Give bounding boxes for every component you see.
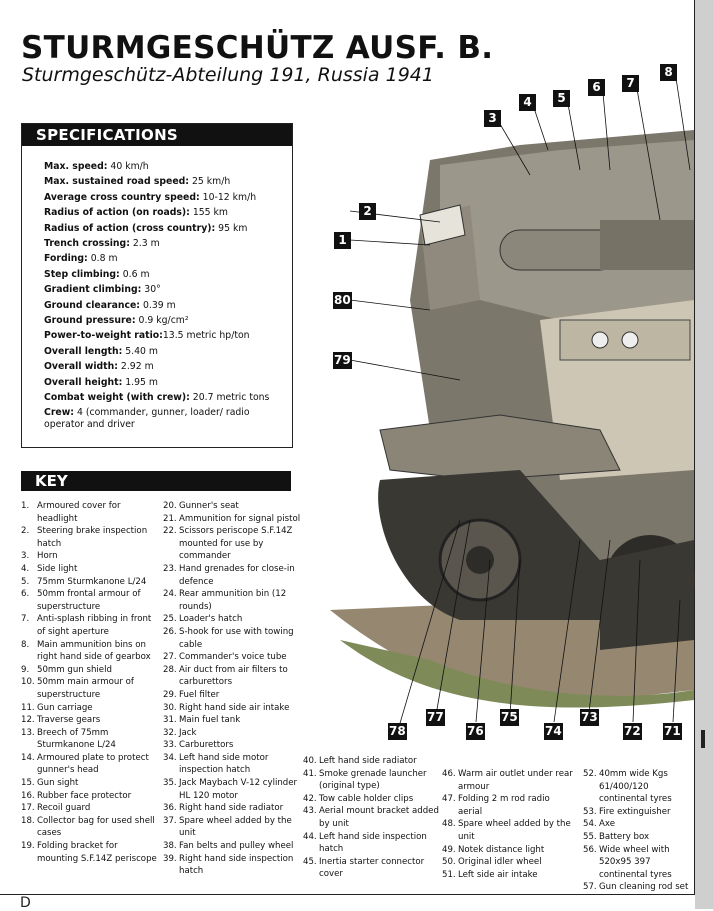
key-item-text: Warm air outlet under rear armour [458, 769, 573, 792]
key-item-text: Main ammunition bins on right hand side of gearbox [37, 639, 151, 663]
key-item-text: Right hand side inspection hatch [179, 853, 294, 877]
key-item-text: Main fuel tank [179, 715, 241, 726]
key-item [303, 768, 439, 793]
key-item-text: Spare wheel added by the unit [458, 819, 571, 842]
callout-78: 78 [389, 724, 406, 738]
spec-row [44, 313, 292, 328]
key-item [21, 664, 161, 677]
key-item-text: Steering brake inspection hatch [37, 526, 148, 549]
key-item [163, 752, 301, 777]
key-item-number: 27. [163, 652, 177, 663]
key-item-text: Battery box [599, 831, 650, 842]
key-item-text: Axe [599, 819, 615, 830]
key-item-number: 57. [583, 882, 597, 893]
spec-value: 2.3 m [129, 238, 160, 250]
spec-row [44, 328, 292, 343]
key-item-number: 30. [163, 702, 177, 713]
callout-77: 77 [427, 710, 444, 724]
key-item-number: 43. [303, 806, 317, 817]
spec-row [44, 375, 292, 390]
page-title: STURMGESCHÜTZ AUSF. B. [21, 30, 494, 66]
spec-label: Average cross country speed: [44, 191, 200, 203]
spec-value: 40 km/h [107, 161, 149, 172]
spec-value: 0.6 m [119, 268, 150, 280]
key-item-text: Right hand side air intake [179, 702, 290, 713]
key-item-number: 31. [163, 715, 177, 726]
spec-row [44, 236, 292, 251]
callout-74: 74 [545, 724, 562, 738]
key-item-number: 4. [21, 563, 30, 574]
key-column-5 [583, 768, 693, 894]
key-item-text: Left side air intake [458, 869, 538, 880]
specifications-box [21, 123, 293, 448]
key-item-text: Anti-splash ribbing in front of sight aperture [37, 614, 152, 637]
callout-73: 73 [581, 710, 598, 724]
key-item-number: 47. [442, 794, 456, 805]
key-item [21, 500, 161, 525]
key-item-number: 32. [163, 727, 177, 738]
key-item-number: 51. [442, 869, 456, 880]
key-item [163, 500, 301, 513]
spec-row [44, 406, 280, 432]
spec-value: 13.5 metric hp/ton [162, 330, 250, 342]
page-mark: D [20, 895, 31, 911]
callout-8: 8 [660, 64, 677, 81]
spec-row [44, 298, 292, 313]
spec-label: Gradient climbing: [44, 284, 142, 296]
key-item-number: 13. [21, 727, 35, 738]
key-item [163, 739, 301, 752]
key-item [163, 689, 301, 702]
key-item-text: Commander's voice tube [179, 652, 287, 663]
key-item-number: 6. [21, 589, 30, 600]
key-item-number: 26. [163, 626, 177, 637]
key-item [442, 818, 574, 843]
callout-72: 72 [624, 724, 641, 738]
key-item-number: 28. [163, 664, 177, 675]
key-item [303, 831, 439, 856]
key-item-text: Jack [179, 727, 197, 738]
key-column-3 [303, 755, 439, 881]
key-item [303, 755, 439, 768]
spec-value: 5.40 m [122, 345, 158, 357]
key-item [21, 613, 161, 638]
spec-label: Radius of action (cross country): [44, 222, 216, 234]
key-item-number: 2. [21, 526, 30, 537]
key-item [21, 840, 161, 865]
key-item-number: 21. [163, 513, 177, 524]
key-item-number: 55. [583, 831, 597, 842]
callout-75: 75 [501, 710, 518, 724]
key-item-text: Right hand side radiator [179, 803, 284, 814]
key-item [163, 727, 301, 740]
key-item-number: 15. [21, 778, 35, 789]
key-item [583, 881, 693, 894]
key-item [21, 639, 161, 664]
key-item-text: Rubber face protector [37, 790, 132, 801]
spec-value: 30° [141, 284, 161, 296]
spec-row [44, 205, 292, 220]
spec-value: 155 km [189, 207, 228, 219]
key-item-number: 19. [21, 841, 35, 852]
key-item-number: 53. [583, 806, 597, 817]
key-item-text: Air duct from air filters to carburettors [179, 664, 288, 688]
spec-value: 0.9 kg/cm² [135, 315, 189, 327]
key-item-number: 7. [21, 614, 30, 625]
key-item-number: 3. [21, 551, 30, 562]
key-item [442, 793, 574, 818]
key-item [21, 815, 161, 840]
spec-label: Fording: [44, 253, 88, 265]
callout-1: 1 [334, 232, 351, 249]
key-item [163, 815, 301, 840]
key-item-text: Jack Maybach V-12 cylinder HL 120 motor [179, 778, 298, 801]
spec-label: Overall height: [44, 376, 123, 388]
key-column-2 [163, 500, 301, 878]
spec-row [44, 159, 292, 174]
spec-value: 95 km [215, 222, 248, 234]
key-column-4 [442, 768, 574, 881]
callout-71: 71 [664, 724, 681, 738]
key-item-number: 33. [163, 740, 177, 751]
spec-label: Trench crossing: [44, 238, 130, 250]
key-item [163, 714, 301, 727]
spec-value: 4 (commander, gunner, loader/ radio operator and driver [44, 406, 250, 430]
key-item [163, 777, 301, 802]
key-item-number: 16. [21, 790, 35, 801]
key-item-number: 56. [583, 844, 597, 855]
spec-label: Max. speed: [44, 161, 108, 172]
key-item-text: S-hook for use with towing cable [179, 626, 294, 650]
key-item-number: 22. [163, 526, 177, 537]
key-item-number: 25. [163, 614, 177, 625]
spec-row [44, 251, 292, 266]
key-item-number: 18. [21, 815, 35, 826]
callout-76: 76 [467, 724, 484, 738]
key-item [583, 818, 693, 831]
key-item-number: 42. [303, 793, 317, 804]
key-item [21, 588, 161, 613]
key-item [163, 664, 301, 689]
callout-5: 5 [553, 90, 570, 107]
key-item [583, 831, 693, 844]
key-item [163, 613, 301, 626]
spec-row [44, 221, 292, 236]
key-item-number: 49. [442, 844, 456, 855]
spec-row [44, 390, 292, 405]
key-item [21, 727, 161, 752]
spec-label: Radius of action (on roads): [44, 207, 190, 219]
spec-label: Overall length: [44, 345, 123, 357]
key-item-text: Ammunition for signal pistol [179, 513, 301, 524]
page-subtitle: Sturmgeschütz-Abteilung 191, Russia 1941 [22, 64, 434, 86]
key-item-number: 14. [21, 752, 35, 763]
key-item-number: 37. [163, 815, 177, 826]
key-item-text: Gun cleaning rod set [599, 882, 689, 893]
key-item-number: 5. [21, 576, 30, 587]
key-item [583, 806, 693, 819]
key-item-text: Armoured plate to protect gunner's head [37, 752, 149, 776]
specifications-heading: SPECIFICATIONS [22, 124, 292, 146]
key-item-text: Breech of 75mm Sturmkanone L/24 [37, 727, 116, 751]
key-item-text: Wide wheel with 520x95 397 continental tyres [599, 844, 672, 880]
key-item [21, 702, 161, 715]
key-item-text: Tow cable holder clips [319, 793, 414, 804]
key-column-1 [21, 500, 161, 865]
key-item [21, 714, 161, 727]
key-item [21, 777, 161, 790]
edge-tick [701, 730, 705, 748]
key-item-text: Folding bracket for mounting S.F.14Z periscope [37, 841, 157, 864]
spec-row [44, 282, 292, 297]
key-item-number: 38. [163, 841, 177, 852]
key-item-number: 24. [163, 589, 177, 600]
spec-value: 0.8 m [87, 253, 118, 265]
key-item [163, 626, 301, 651]
key-item-number: 52. [583, 769, 597, 779]
key-item-text: Carburettors [179, 740, 234, 751]
key-item [442, 768, 574, 793]
callout-4: 4 [519, 94, 536, 111]
key-item [21, 802, 161, 815]
key-item-number: 35. [163, 778, 177, 789]
key-item-number: 23. [163, 563, 177, 574]
key-item-text: Hand grenades for close-in defence [179, 563, 295, 587]
key-item [163, 588, 301, 613]
key-item-number: 48. [442, 819, 456, 830]
key-item-number: 12. [21, 715, 35, 726]
key-item-text: Smoke grenade launcher (original type) [319, 768, 427, 792]
spec-label: Step climbing: [44, 268, 120, 280]
key-item-text: Spare wheel added by the unit [179, 815, 292, 839]
key-item [21, 576, 161, 589]
callout-3: 3 [484, 110, 501, 127]
spec-value: 1.95 m [122, 376, 158, 388]
key-item [21, 550, 161, 563]
spec-value: 0.39 m [140, 299, 176, 311]
key-item [163, 802, 301, 815]
key-item [163, 840, 301, 853]
key-item-text: 50mm gun shield [37, 664, 112, 675]
key-item-number: 44. [303, 831, 317, 842]
spec-value: 10-12 km/h [199, 191, 257, 203]
key-item [21, 525, 161, 550]
spec-label: Overall width: [44, 361, 118, 373]
key-item-number: 50. [442, 857, 456, 868]
key-item [21, 790, 161, 803]
key-item [21, 752, 161, 777]
key-item-text: Scissors periscope S.F.14Z mounted for use by commander [179, 526, 293, 562]
key-item-number: 17. [21, 803, 35, 814]
key-item [163, 702, 301, 715]
callout-7: 7 [622, 75, 639, 92]
key-item-text: Fan belts and pulley wheel [179, 841, 294, 852]
key-item-text: Inertia starter connector cover [319, 856, 425, 880]
key-item-number: 10. [21, 677, 35, 688]
key-item-text: Horn [37, 551, 58, 562]
key-item-number: 41. [303, 768, 317, 779]
key-item-text: Traverse gears [37, 715, 101, 726]
callout-80: 80 [334, 293, 351, 307]
key-item-number: 11. [21, 702, 35, 713]
key-item-text: Armoured cover for headlight [37, 501, 121, 524]
key-item-text: Loader's hatch [179, 614, 243, 625]
spec-row [44, 344, 292, 359]
key-item-text: Recoil guard [37, 803, 91, 814]
key-item-number: 36. [163, 803, 177, 814]
key-item-text: 40mm wide Kgs 61/400/120 continental tyres [599, 769, 672, 805]
spec-value: 25 km/h [189, 176, 231, 188]
key-item-number: 54. [583, 819, 597, 830]
key-item [21, 676, 161, 701]
spec-value: 20.7 metric tons [189, 392, 270, 404]
spec-label: Ground pressure: [44, 315, 136, 327]
key-item [163, 525, 301, 563]
spec-label: Power-to-weight ratio: [44, 330, 163, 342]
key-item [583, 768, 693, 806]
callout-2: 2 [359, 203, 376, 220]
spec-label: Ground clearance: [44, 299, 141, 311]
key-item [163, 651, 301, 664]
spec-label: Max. sustained road speed: [44, 176, 190, 188]
key-item-number: 29. [163, 689, 177, 700]
key-item-text: Folding 2 m rod radio aerial [458, 794, 550, 817]
key-item-text: 50mm main armour of superstructure [37, 677, 134, 700]
key-item-text: Collector bag for used shell cases [37, 815, 155, 839]
key-item-number: 9. [21, 664, 30, 675]
spec-row [44, 174, 292, 189]
key-item-text: Fuel filter [179, 689, 220, 700]
spec-row [44, 267, 292, 282]
key-item-number: 45. [303, 856, 317, 867]
page-edge-strip [695, 0, 713, 909]
spec-value: 2.92 m [117, 361, 154, 373]
specifications-list [22, 146, 292, 432]
key-heading: KEY [21, 471, 291, 491]
key-item [303, 856, 439, 881]
key-item-text: Original idler wheel [458, 857, 542, 868]
key-item-text: Rear ammunition bin (12 rounds) [179, 589, 287, 612]
key-item [442, 856, 574, 869]
key-item-number: 34. [163, 752, 177, 763]
key-item-number: 40. [303, 756, 317, 766]
key-item-text: Left hand side inspection hatch [319, 831, 427, 855]
key-item-number: 1. [21, 501, 30, 511]
key-item-text: Side light [37, 563, 78, 574]
key-item-text: Notek distance light [458, 844, 545, 855]
spec-label: Crew: [44, 406, 75, 418]
key-item [21, 563, 161, 576]
key-item [583, 844, 693, 882]
key-item [442, 869, 574, 882]
key-item-text: Gun sight [37, 778, 79, 789]
key-item-text: Fire extinguisher [599, 806, 671, 817]
key-item-text: 50mm frontal armour of superstructure [37, 589, 141, 612]
spec-row [44, 359, 292, 374]
key-item [442, 844, 574, 857]
key-item-number: 8. [21, 639, 30, 650]
key-item-text: Gun carriage [37, 702, 93, 713]
key-item [163, 853, 301, 878]
key-item-text: Aerial mount bracket added by unit [319, 806, 439, 829]
key-item-text: Left hand side motor inspection hatch [179, 752, 269, 776]
key-item-text: Gunner's seat [179, 501, 239, 511]
key-item [163, 563, 301, 588]
callout-6: 6 [588, 79, 605, 96]
spec-label: Combat weight (with crew): [44, 392, 190, 404]
key-item-number: 20. [163, 501, 177, 511]
key-item-number: 39. [163, 853, 177, 864]
callout-79: 79 [334, 353, 351, 367]
key-item [303, 793, 439, 806]
key-item-text: 75mm Sturmkanone L/24 [37, 576, 147, 587]
key-item-number: 46. [442, 769, 456, 779]
key-item [303, 805, 439, 830]
key-item [163, 513, 301, 526]
key-item-text: Left hand side radiator [319, 756, 417, 766]
spec-row [44, 190, 292, 205]
